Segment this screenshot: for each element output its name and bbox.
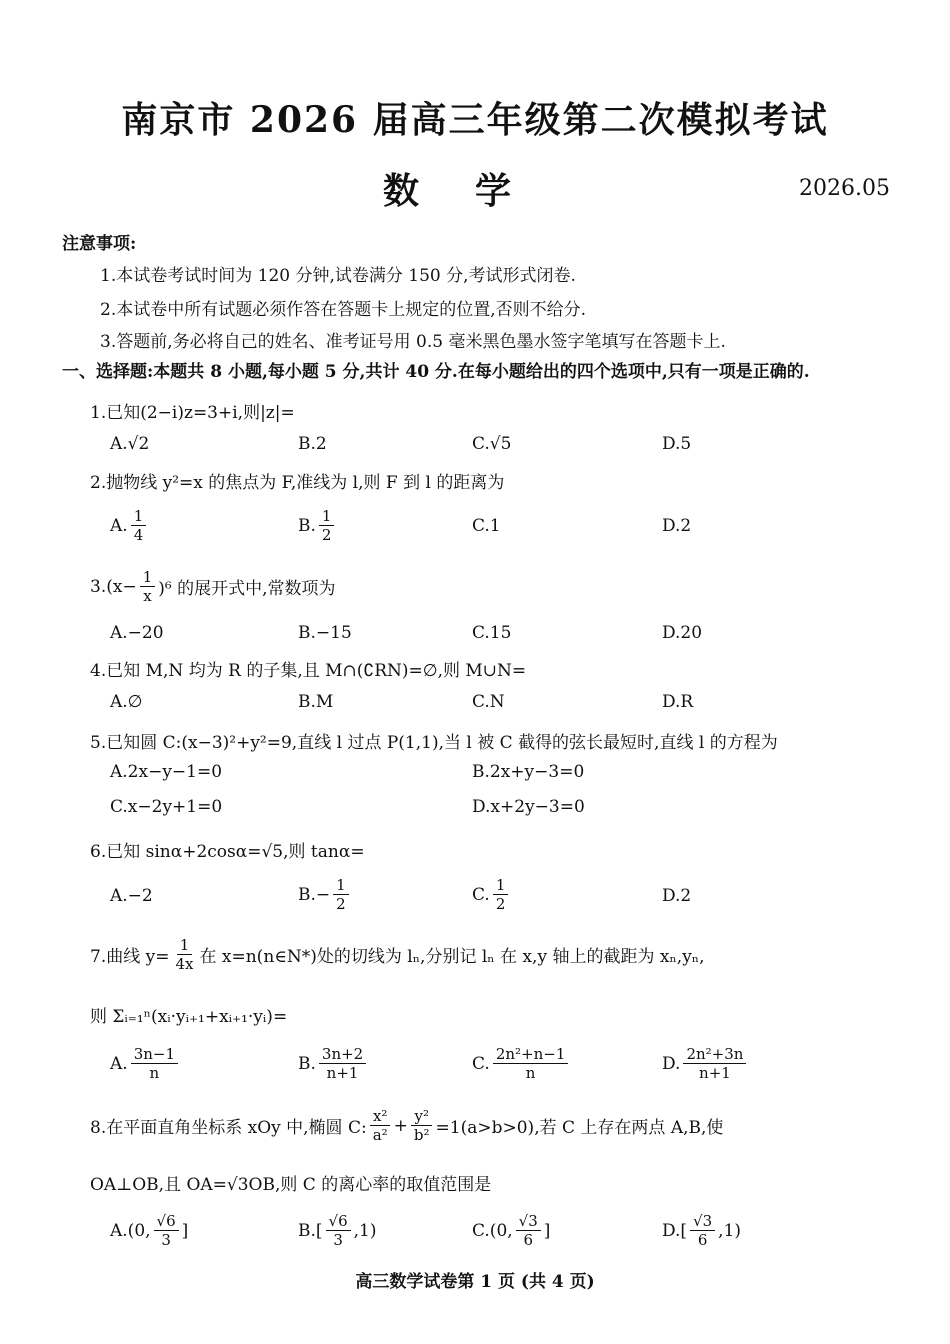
- fraction: [326, 1212, 351, 1249]
- q8-stem-plus: +: [393, 1115, 408, 1136]
- question-7-stem-line2: 则 Σᵢ₌₁ⁿ(xᵢ·yᵢ₊₁+xᵢ₊₁·yᵢ)=: [90, 1007, 288, 1027]
- fraction-denominator: 2: [495, 895, 506, 913]
- q8-stem-suffix: =1(a>b>0),若 C 上存在两点 A,B,使: [435, 1118, 724, 1138]
- fraction-numerator: √6: [326, 1212, 351, 1231]
- fraction-numerator: 3n−1: [131, 1045, 178, 1064]
- q8-option-c: [472, 1212, 550, 1249]
- page-footer: 高三数学试卷第 1 页 (共 4 页): [355, 1272, 595, 1292]
- exam-date: 2026.05: [799, 176, 890, 201]
- fraction-denominator: 6: [697, 1231, 708, 1249]
- fraction-denominator: a²: [372, 1126, 388, 1144]
- fraction-numerator: 2n²+n−1: [493, 1045, 569, 1064]
- q8-stem-prefix: 8.在平面直角坐标系 xOy 中,椭圆 C:: [90, 1118, 367, 1138]
- q3-stem-prefix: 3.(x−: [90, 576, 137, 597]
- fraction: [493, 1045, 569, 1082]
- q1-option-d: D.5: [662, 434, 692, 454]
- q7-stem-prefix: 7.曲线 y=: [90, 947, 170, 967]
- q2-option-b: [298, 507, 337, 544]
- fraction-denominator: n+1: [699, 1064, 731, 1082]
- fraction-denominator: 3: [333, 1231, 343, 1249]
- fraction: [131, 1045, 178, 1082]
- fraction: [493, 876, 509, 913]
- q7-option-c-label: C.: [472, 1053, 490, 1074]
- fraction-denominator: 2: [321, 526, 332, 544]
- q4-option-b: B.M: [298, 692, 334, 712]
- fraction-numerator: 1: [140, 568, 156, 587]
- fraction: [319, 1045, 366, 1082]
- fraction-numerator: 1: [493, 876, 509, 895]
- fraction-denominator: 6: [523, 1231, 533, 1249]
- q7-option-a-label: A.: [110, 1053, 128, 1074]
- question-1-stem: 1.已知(2−i)z=3+i,则|z|=: [90, 403, 295, 423]
- fraction-denominator: 4: [133, 526, 144, 544]
- q4-option-c: C.N: [472, 692, 505, 712]
- fraction-numerator: √3: [690, 1212, 715, 1231]
- q6-option-c-label: C.: [472, 884, 490, 905]
- notice-item: 3.答题前,务必将自己的姓名、准考证号用 0.5 毫米黑色墨水签字笔填写在答题卡上.: [100, 332, 726, 352]
- fraction: [690, 1212, 715, 1249]
- fraction-denominator: n+1: [326, 1064, 359, 1082]
- q6-option-b: [298, 876, 352, 913]
- fraction-denominator: 3: [161, 1231, 171, 1249]
- q6-option-d: D.2: [662, 886, 692, 906]
- q5-option-c: C.x−2y+1=0: [110, 797, 223, 817]
- q3-stem-suffix: )⁶ 的展开式中,常数项为: [158, 579, 336, 599]
- q2-option-a-label: A.: [110, 515, 128, 536]
- q8-option-c-label: C.(0,: [472, 1220, 513, 1241]
- fraction-denominator: n: [525, 1064, 536, 1082]
- fraction-denominator: x: [143, 587, 152, 605]
- fraction: [154, 1212, 179, 1249]
- fraction-denominator: 4x: [175, 955, 194, 973]
- fraction: [370, 1107, 391, 1144]
- q5-option-a: A.2x−y−1=0: [110, 762, 223, 782]
- q7-option-b-label: B.: [298, 1053, 316, 1074]
- question-7-stem: [90, 936, 705, 973]
- question-8-stem: [90, 1107, 723, 1144]
- q6-option-a: A.−2: [110, 886, 153, 906]
- fraction: [411, 1107, 433, 1144]
- question-8-stem-line2: OA⊥OB,且 OA=√3OB,则 C 的离心率的取值范围是: [90, 1175, 492, 1195]
- q8-option-c-tail: ]: [543, 1220, 551, 1241]
- question-6-stem: 6.已知 sinα+2cosα=√5,则 tanα=: [90, 842, 365, 862]
- fraction-denominator: b²: [413, 1126, 430, 1144]
- fraction: [333, 876, 349, 913]
- q2-option-c: C.1: [472, 516, 501, 536]
- question-4-stem: 4.已知 M,N 均为 R 的子集,且 M∩(∁RN)=∅,则 M∪N=: [90, 661, 527, 681]
- q8-option-b-tail: ,1): [353, 1220, 377, 1241]
- fraction: [172, 936, 196, 973]
- fraction: [319, 507, 335, 544]
- subject-title: 数学: [382, 170, 567, 212]
- fraction-numerator: x²: [370, 1107, 390, 1126]
- question-3-stem: [90, 568, 336, 605]
- q8-option-d-label: D.[: [662, 1220, 688, 1241]
- fraction-numerator: √6: [154, 1212, 179, 1231]
- fraction-numerator: √3: [516, 1212, 541, 1231]
- q6-option-c: [472, 876, 511, 913]
- fraction-numerator: 2n²+3n: [683, 1045, 746, 1064]
- q1-option-c: C.√5: [472, 434, 512, 454]
- q2-option-b-label: B.: [298, 515, 316, 536]
- q3-option-c: C.15: [472, 623, 512, 643]
- q8-option-a: [110, 1212, 188, 1249]
- notice-heading: 注意事项:: [62, 234, 137, 254]
- q3-option-a: A.−20: [110, 623, 164, 643]
- notice-item: 1.本试卷考试时间为 120 分钟,试卷满分 150 分,考试形式闭卷.: [100, 266, 576, 286]
- q5-option-d: D.x+2y−3=0: [472, 797, 585, 817]
- q7-option-c: [472, 1045, 571, 1082]
- q8-option-a-tail: ]: [181, 1220, 189, 1241]
- question-2-stem: 2.抛物线 y²=x 的焦点为 F,准线为 l,则 F 到 l 的距离为: [90, 473, 505, 493]
- fraction: [516, 1212, 541, 1249]
- q8-option-a-label: A.(0,: [110, 1220, 151, 1241]
- q1-option-b: B.2: [298, 434, 327, 454]
- fraction-numerator: 1: [177, 936, 193, 955]
- fraction-numerator: 3n+2: [319, 1045, 366, 1064]
- q4-option-a: A.∅: [110, 692, 143, 712]
- fraction-denominator: 2: [336, 895, 346, 913]
- fraction: [683, 1045, 746, 1082]
- q7-option-a: [110, 1045, 181, 1082]
- fraction-numerator: 1: [131, 507, 147, 526]
- fraction-numerator: 1: [333, 876, 349, 895]
- q3-option-d: D.20: [662, 623, 703, 643]
- q1-option-a: A.√2: [110, 434, 150, 454]
- q7-option-d-label: D.: [662, 1053, 681, 1074]
- fraction-denominator: n: [149, 1064, 160, 1082]
- fraction: [140, 568, 156, 605]
- q8-option-b-label: B.[: [298, 1220, 323, 1241]
- fraction-numerator: y²: [411, 1107, 432, 1126]
- q2-option-a: [110, 507, 149, 544]
- fraction: [131, 507, 147, 544]
- q8-option-b: [298, 1212, 377, 1249]
- q6-option-b-label: B.−: [298, 884, 331, 905]
- section-heading: 一、选择题:本题共 8 小题,每小题 5 分,共计 40 分.在每小题给出的四个选项中,只有一项是正确的.: [62, 362, 810, 382]
- question-5-stem: 5.已知圆 C:(x−3)²+y²=9,直线 l 过点 P(1,1),当 l 被 C 截得的弦长最短时,直线 l 的方程为: [90, 733, 778, 753]
- q7-option-d: [662, 1045, 749, 1082]
- q7-stem-suffix: 在 x=n(n∈N*)处的切线为 lₙ,分别记 lₙ 在 x,y 轴上的截距为 xₙ,yₙ,: [199, 947, 705, 967]
- q7-option-b: [298, 1045, 369, 1082]
- q3-option-b: B.−15: [298, 623, 352, 643]
- q4-option-d: D.R: [662, 692, 694, 712]
- fraction-numerator: 1: [319, 507, 335, 526]
- q8-option-d: [662, 1212, 741, 1249]
- notice-item: 2.本试卷中所有试题必须作答在答题卡上规定的位置,否则不给分.: [100, 300, 587, 320]
- exam-title: 南京市 2026 届高三年级第二次模拟考试: [121, 99, 829, 141]
- q8-option-d-tail: ,1): [718, 1220, 742, 1241]
- q5-option-b: B.2x+y−3=0: [472, 762, 585, 782]
- q2-option-d: D.2: [662, 516, 692, 536]
